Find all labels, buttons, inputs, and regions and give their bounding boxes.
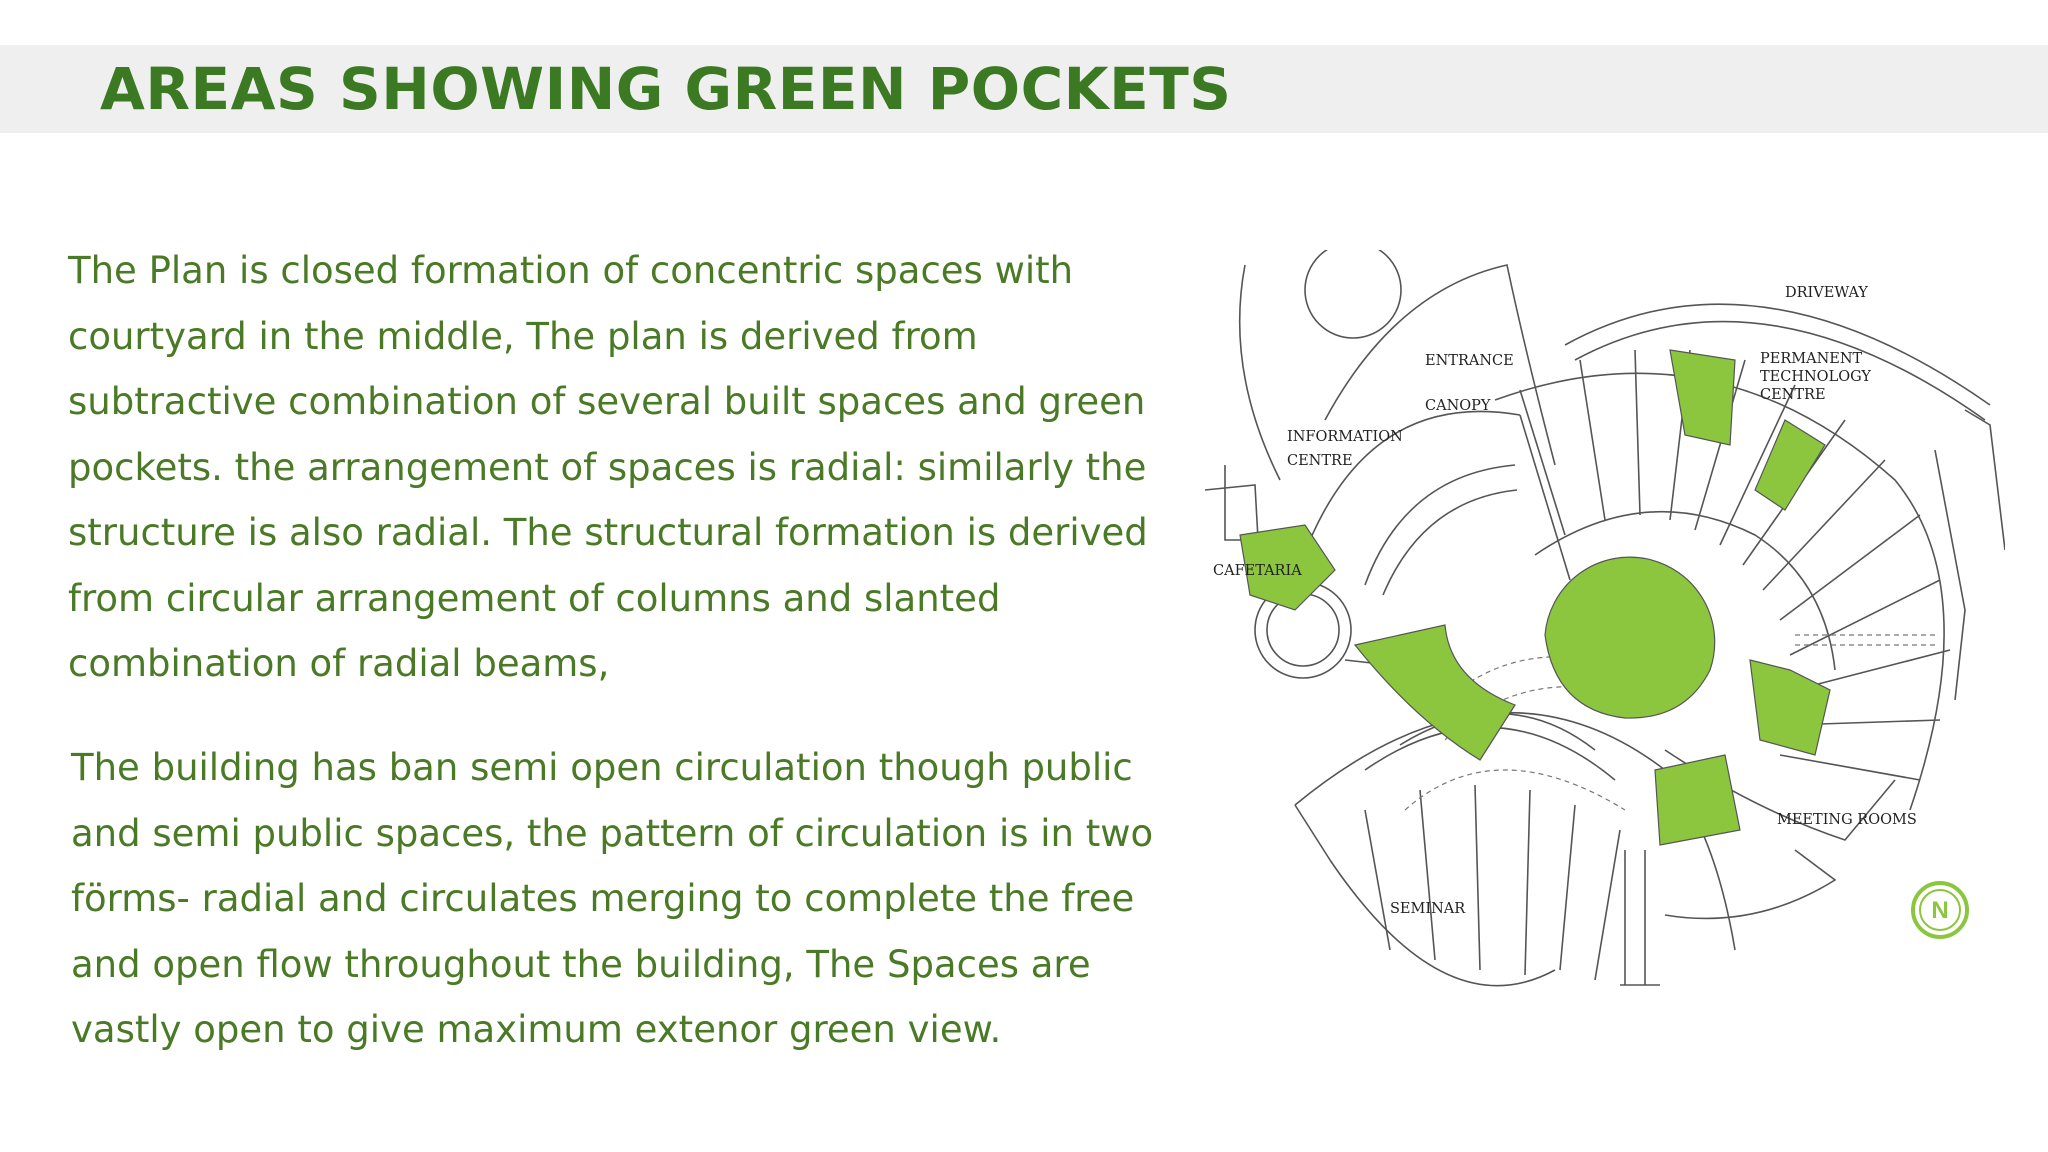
text-line: combination of radial beams, [68,642,610,685]
text-line: The Plan is closed formation of concentric spaces with [68,249,1074,292]
label-technology-centre: CENTRE [1760,387,1826,403]
west-green-pocket [1355,625,1515,760]
text-line: courtyard in the middle, The plan is derived from [68,314,978,358]
label-technology: TECHNOLOGY [1760,369,1871,385]
label-cafetaria: CAFETARIA [1213,563,1302,579]
label-seminar: SEMINAR [1390,901,1466,917]
paragraph-circulation-description [71,735,1153,1063]
text-line: The building has ban semi open circulation though public [71,746,1133,789]
courtyard-green-pocket [1545,557,1715,718]
text-line: pockets. the arrangement of spaces is radial: similarly the [68,445,1147,489]
text-line: and open flow throughout the building, The Spaces are [71,942,1091,986]
text-line: förms- radial and circulates merging to complete the free [71,877,1135,920]
label-entrance: ENTRANCE [1425,353,1514,369]
text-line: and semi public spaces, the pattern of circulation is in two [71,811,1154,855]
page-title: AREAS SHOWING GREEN POCKETS [100,55,1232,123]
text-line: structure is also radial. The structural formation is derived [68,511,1148,554]
label-meeting-rooms: MEETING ROOMS [1777,812,1917,828]
meeting-green-pocket [1655,755,1740,845]
label-driveway: DRIVEWAY [1785,285,1868,301]
north-label: N [1931,897,1949,924]
green-pockets [1240,350,1830,845]
technology-green-pocket-2 [1755,420,1825,510]
east-green-pocket [1750,660,1830,755]
label-information: INFORMATION [1287,429,1403,445]
label-canopy: CANOPY [1425,398,1491,414]
north-badge [1913,883,1967,937]
label-information-centre: CENTRE [1287,453,1353,469]
text-line: subtractive combination of several built spaces and green [68,380,1146,423]
label-permanent: PERMANENT [1760,351,1863,367]
paragraph-plan-description [68,238,1148,697]
text-line: vastly open to give maximum extenor green view. [71,1008,1002,1051]
text-line: from circular arrangement of columns and slanted [68,576,1001,620]
floor-plan-drawing [1195,250,2005,990]
